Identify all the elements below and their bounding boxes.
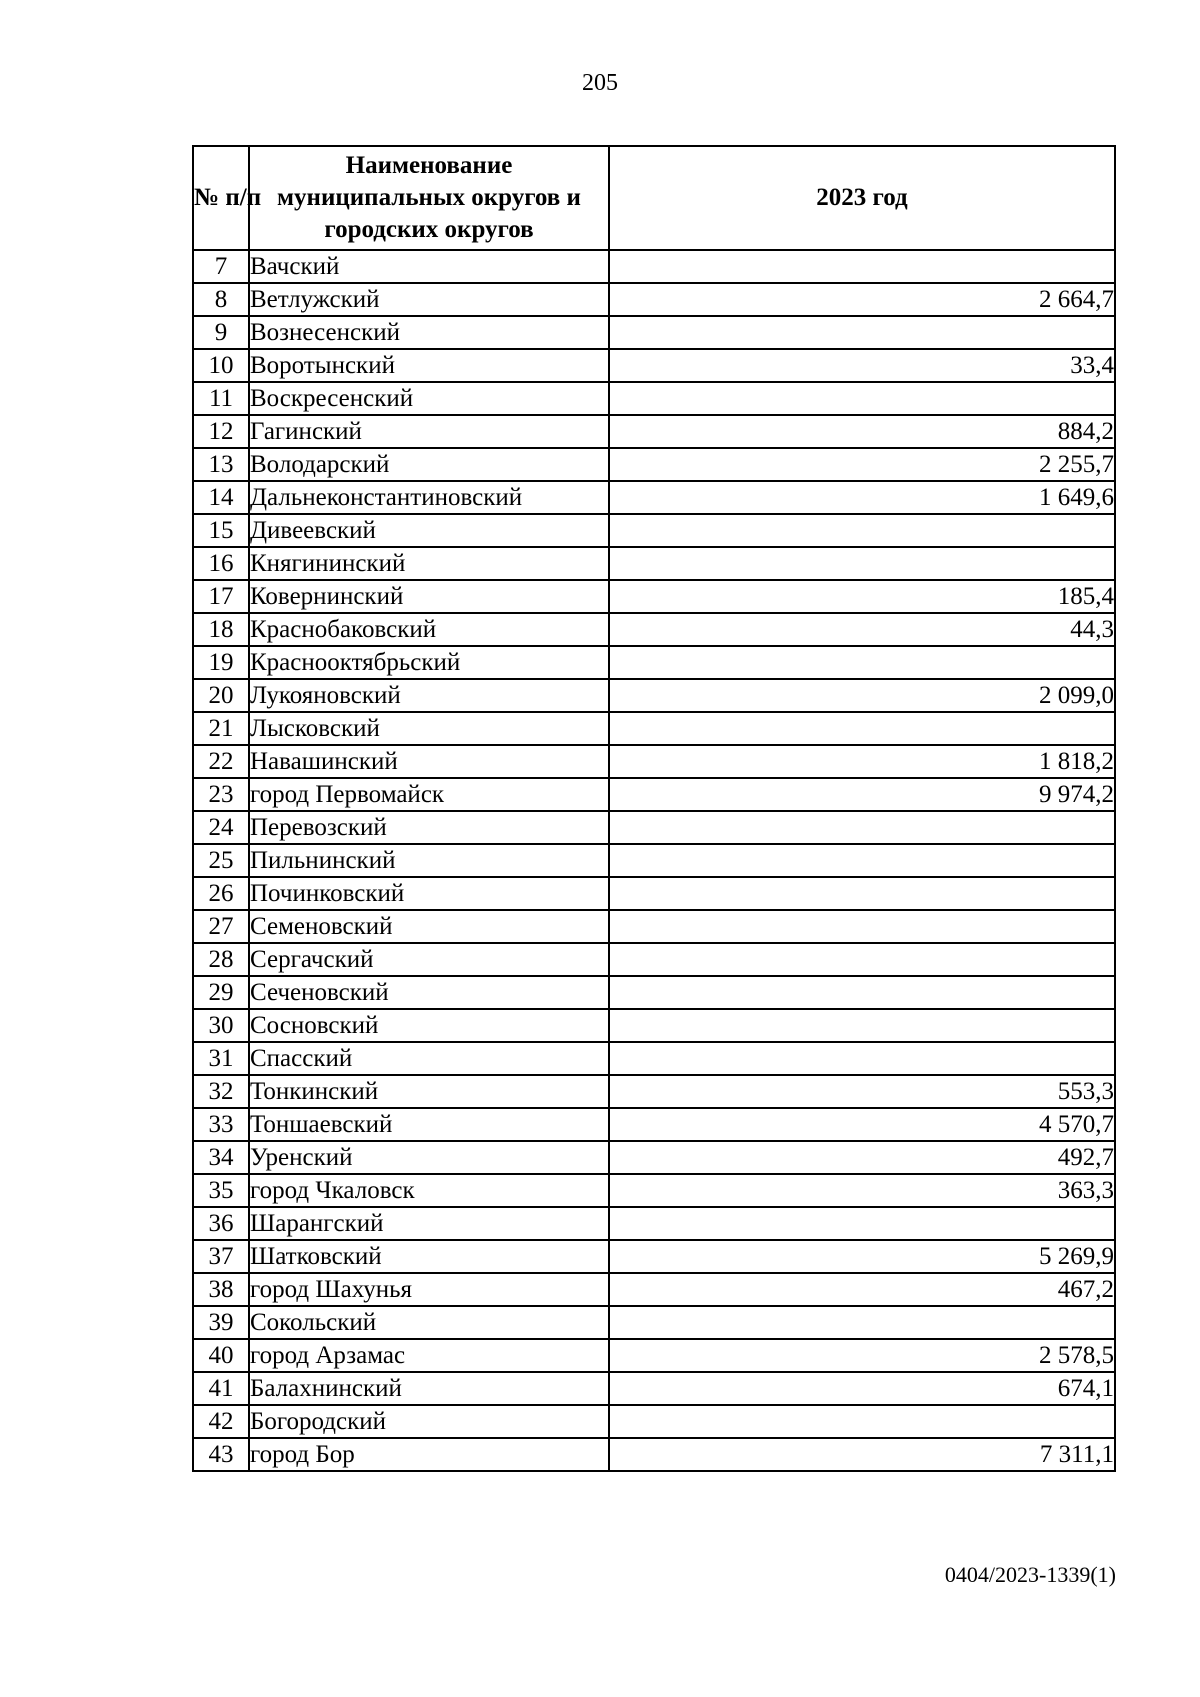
- table-row: [193, 448, 1115, 481]
- row-value-cell: 2 099,0: [609, 679, 1115, 712]
- table-header-row: [193, 146, 1115, 250]
- row-number-cell: 22: [193, 745, 249, 778]
- row-name-cell: Спасский: [249, 1042, 609, 1075]
- row-number-cell: 37: [193, 1240, 249, 1273]
- row-name-cell: Семеновский: [249, 910, 609, 943]
- row-name-cell: Балахнинский: [249, 1372, 609, 1405]
- row-value-cell: [609, 1306, 1115, 1339]
- row-value-cell: 9 974,2: [609, 778, 1115, 811]
- table-row: [193, 1372, 1115, 1405]
- row-value-cell: 185,4: [609, 580, 1115, 613]
- row-value-cell: [609, 316, 1115, 349]
- row-value-cell: 4 570,7: [609, 1108, 1115, 1141]
- row-name-cell: Сеченовский: [249, 976, 609, 1009]
- row-name-cell: Лукояновский: [249, 679, 609, 712]
- row-name-cell: Дивеевский: [249, 514, 609, 547]
- table-row: [193, 514, 1115, 547]
- header-name: Наименование муниципальных округов и городских округов: [249, 146, 609, 250]
- row-value-cell: [609, 1009, 1115, 1042]
- row-name-cell: Починковский: [249, 877, 609, 910]
- row-value-cell: [609, 943, 1115, 976]
- row-name-cell: Пильнинский: [249, 844, 609, 877]
- row-name-cell: Сергачский: [249, 943, 609, 976]
- row-name-cell: город Чкаловск: [249, 1174, 609, 1207]
- row-name-cell: Ковернинский: [249, 580, 609, 613]
- row-name-cell: Вачский: [249, 250, 609, 283]
- row-value-cell: 1 818,2: [609, 745, 1115, 778]
- header-num: № п/п: [193, 146, 249, 250]
- row-number-cell: 14: [193, 481, 249, 514]
- table-row: [193, 745, 1115, 778]
- row-value-cell: [609, 646, 1115, 679]
- row-name-cell: Дальнеконстантиновский: [249, 481, 609, 514]
- table-row: [193, 349, 1115, 382]
- row-name-cell: Володарский: [249, 448, 609, 481]
- row-value-cell: [609, 811, 1115, 844]
- row-name-cell: Гагинский: [249, 415, 609, 448]
- row-number-cell: 20: [193, 679, 249, 712]
- row-name-cell: Воскресенский: [249, 382, 609, 415]
- row-number-cell: 25: [193, 844, 249, 877]
- row-number-cell: 31: [193, 1042, 249, 1075]
- table-row: [193, 1306, 1115, 1339]
- table-row: [193, 1207, 1115, 1240]
- document-code: 0404/2023-1339(1): [944, 1562, 1116, 1587]
- table-row: [193, 1042, 1115, 1075]
- row-number-cell: 40: [193, 1339, 249, 1372]
- row-number-cell: 10: [193, 349, 249, 382]
- row-number-cell: 29: [193, 976, 249, 1009]
- row-name-cell: город Шахунья: [249, 1273, 609, 1306]
- row-value-cell: 467,2: [609, 1273, 1115, 1306]
- row-number-cell: 11: [193, 382, 249, 415]
- row-name-cell: город Арзамас: [249, 1339, 609, 1372]
- row-name-cell: Перевозский: [249, 811, 609, 844]
- table-row: [193, 1438, 1115, 1471]
- row-number-cell: 16: [193, 547, 249, 580]
- row-value-cell: [609, 514, 1115, 547]
- row-value-cell: [609, 877, 1115, 910]
- row-number-cell: 7: [193, 250, 249, 283]
- table-row: [193, 778, 1115, 811]
- table-row: [193, 877, 1115, 910]
- table-row: [193, 712, 1115, 745]
- row-value-cell: [609, 382, 1115, 415]
- row-name-cell: Тонкинский: [249, 1075, 609, 1108]
- row-value-cell: [609, 1405, 1115, 1438]
- table-row: [193, 976, 1115, 1009]
- row-value-cell: 674,1: [609, 1372, 1115, 1405]
- row-value-cell: [609, 910, 1115, 943]
- row-value-cell: 2 255,7: [609, 448, 1115, 481]
- row-value-cell: [609, 712, 1115, 745]
- row-value-cell: [609, 1042, 1115, 1075]
- row-name-cell: Вознесенский: [249, 316, 609, 349]
- row-number-cell: 42: [193, 1405, 249, 1438]
- row-value-cell: 363,3: [609, 1174, 1115, 1207]
- header-year: 2023 год: [609, 146, 1115, 250]
- row-value-cell: [609, 976, 1115, 1009]
- row-value-cell: 1 649,6: [609, 481, 1115, 514]
- row-number-cell: 21: [193, 712, 249, 745]
- row-value-cell: 33,4: [609, 349, 1115, 382]
- table-row: [193, 1273, 1115, 1306]
- row-number-cell: 39: [193, 1306, 249, 1339]
- row-value-cell: [609, 250, 1115, 283]
- table-row: [193, 1075, 1115, 1108]
- row-name-cell: Шатковский: [249, 1240, 609, 1273]
- row-value-cell: 553,3: [609, 1075, 1115, 1108]
- row-value-cell: 5 269,9: [609, 1240, 1115, 1273]
- row-value-cell: [609, 844, 1115, 877]
- table-row: [193, 316, 1115, 349]
- municipal-table: [192, 145, 1116, 1472]
- row-number-cell: 8: [193, 283, 249, 316]
- row-value-cell: [609, 547, 1115, 580]
- table-row: [193, 1009, 1115, 1042]
- table-row: [193, 844, 1115, 877]
- row-number-cell: 19: [193, 646, 249, 679]
- row-name-cell: Краснобаковский: [249, 613, 609, 646]
- table-body: [193, 250, 1115, 1471]
- row-value-cell: 2 578,5: [609, 1339, 1115, 1372]
- row-name-cell: Сокольский: [249, 1306, 609, 1339]
- table-row: [193, 1108, 1115, 1141]
- table-row: [193, 1141, 1115, 1174]
- row-value-cell: 492,7: [609, 1141, 1115, 1174]
- row-number-cell: 17: [193, 580, 249, 613]
- table-row: [193, 415, 1115, 448]
- row-name-cell: Воротынский: [249, 349, 609, 382]
- table-row: [193, 811, 1115, 844]
- table-row: [193, 646, 1115, 679]
- table-row: [193, 943, 1115, 976]
- row-value-cell: 7 311,1: [609, 1438, 1115, 1471]
- row-number-cell: 18: [193, 613, 249, 646]
- table-row: [193, 679, 1115, 712]
- table-row: [193, 283, 1115, 316]
- table-row: [193, 1174, 1115, 1207]
- table-row: [193, 481, 1115, 514]
- row-name-cell: Шарангский: [249, 1207, 609, 1240]
- table-row: [193, 1405, 1115, 1438]
- row-number-cell: 38: [193, 1273, 249, 1306]
- table-row: [193, 613, 1115, 646]
- row-number-cell: 32: [193, 1075, 249, 1108]
- row-name-cell: Богородский: [249, 1405, 609, 1438]
- row-name-cell: Навашинский: [249, 745, 609, 778]
- row-number-cell: 28: [193, 943, 249, 976]
- table-row: [193, 547, 1115, 580]
- page-number: 205: [582, 70, 618, 96]
- row-value-cell: [609, 1207, 1115, 1240]
- row-number-cell: 13: [193, 448, 249, 481]
- table-row: [193, 382, 1115, 415]
- table-row: [193, 250, 1115, 283]
- row-number-cell: 23: [193, 778, 249, 811]
- row-number-cell: 34: [193, 1141, 249, 1174]
- row-number-cell: 36: [193, 1207, 249, 1240]
- table-row: [193, 910, 1115, 943]
- row-name-cell: Краснооктябрьский: [249, 646, 609, 679]
- row-number-cell: 43: [193, 1438, 249, 1471]
- row-number-cell: 24: [193, 811, 249, 844]
- row-value-cell: 44,3: [609, 613, 1115, 646]
- row-name-cell: Уренский: [249, 1141, 609, 1174]
- row-name-cell: Тоншаевский: [249, 1108, 609, 1141]
- table-row: [193, 1339, 1115, 1372]
- row-number-cell: 12: [193, 415, 249, 448]
- row-number-cell: 15: [193, 514, 249, 547]
- row-name-cell: Сосновский: [249, 1009, 609, 1042]
- table-row: [193, 1240, 1115, 1273]
- row-value-cell: 2 664,7: [609, 283, 1115, 316]
- row-name-cell: Ветлужский: [249, 283, 609, 316]
- row-number-cell: 41: [193, 1372, 249, 1405]
- row-number-cell: 26: [193, 877, 249, 910]
- row-name-cell: город Первомайск: [249, 778, 609, 811]
- row-name-cell: Лысковский: [249, 712, 609, 745]
- row-value-cell: 884,2: [609, 415, 1115, 448]
- row-number-cell: 33: [193, 1108, 249, 1141]
- row-number-cell: 30: [193, 1009, 249, 1042]
- row-name-cell: город Бор: [249, 1438, 609, 1471]
- table-row: [193, 580, 1115, 613]
- row-name-cell: Княгининский: [249, 547, 609, 580]
- row-number-cell: 35: [193, 1174, 249, 1207]
- row-number-cell: 9: [193, 316, 249, 349]
- row-number-cell: 27: [193, 910, 249, 943]
